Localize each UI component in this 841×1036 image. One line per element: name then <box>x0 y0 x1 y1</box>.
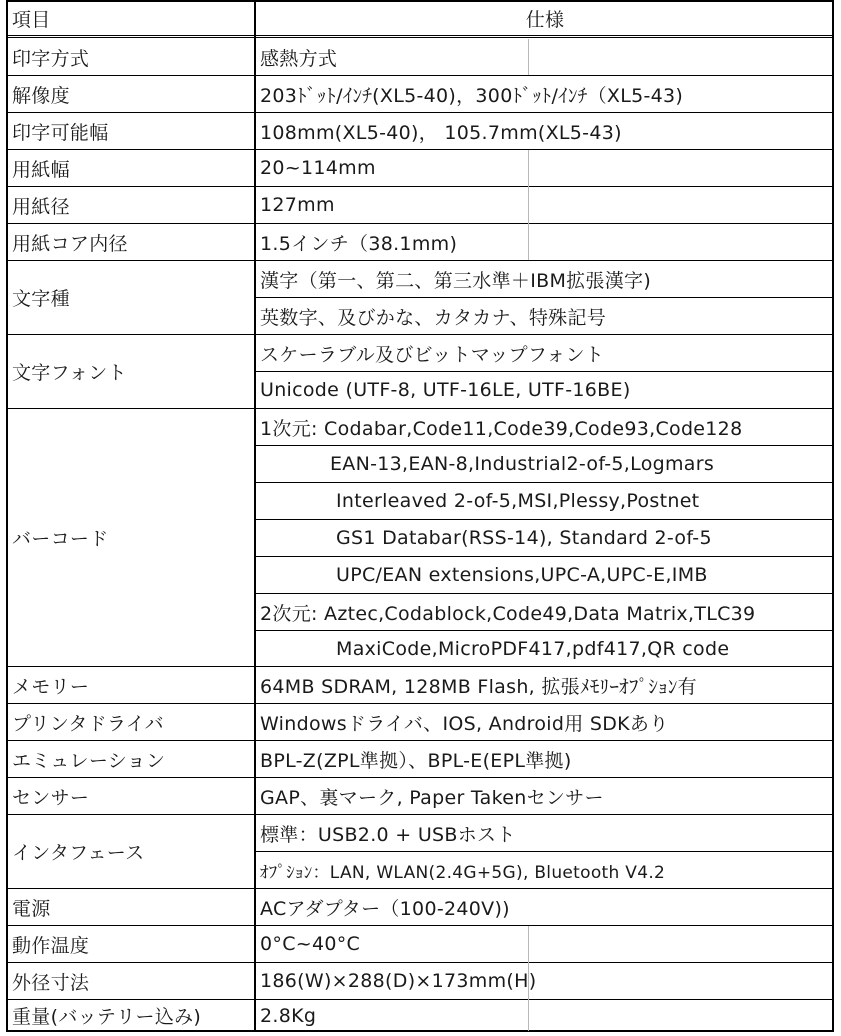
grid-line <box>528 39 529 75</box>
label-core-diameter: 用紙コア内径 <box>12 232 128 255</box>
value-barcode-3: Interleaved 2-of-5,MSI,Plessy,Postnet <box>336 490 700 512</box>
column-divider <box>254 2 256 1030</box>
grid-line <box>528 926 529 1031</box>
value-operating-temp: 0°C~40°C <box>260 933 361 955</box>
value-print-method: 感熱方式 <box>260 47 338 70</box>
header-item: 項目 <box>12 9 51 31</box>
value-char-types-2: 英数字、及びかな、カタカナ、特殊記号 <box>260 306 607 329</box>
value-sensor: GAP、裏マーク, Paper Takenセンサー <box>260 786 604 809</box>
value-interface-2: ｵﾌﾟｼｮﾝ：LAN, WLAN(2.4G+5G), Bluetooth V4.2 <box>260 862 666 883</box>
value-print-width: 108mm(XL5-40)， 105.7mm(XL5-43) <box>260 121 622 144</box>
label-emulation: エミュレーション <box>12 749 166 772</box>
value-power: ACアダプター（100-240V)) <box>260 897 510 920</box>
label-power: 電源 <box>12 897 51 920</box>
header-divider <box>8 35 832 38</box>
label-char-types: 文字種 <box>12 288 70 310</box>
value-char-fonts-2: Unicode (UTF-8, UTF-16LE, UTF-16BE) <box>260 379 631 401</box>
value-barcode-6: 2次元: Aztec,Codablock,Code49,Data Matrix,TLC39 <box>260 602 756 625</box>
label-sensor: センサー <box>12 786 90 809</box>
label-operating-temp: 動作温度 <box>12 934 90 957</box>
label-print-method: 印字方式 <box>12 47 90 70</box>
label-paper-width: 用紙幅 <box>12 158 70 181</box>
value-dimensions: 186(W)×288(D)×173mm(H) <box>260 970 537 992</box>
label-interface: インタフェース <box>12 842 145 864</box>
value-emulation: BPL-Z(ZPL準拠）、BPL-E(EPL準拠) <box>260 749 572 772</box>
value-barcode-1: 1次元: Codabar,Code11,Code39,Code93,Code128 <box>260 417 743 440</box>
value-char-types-1: 漢字（第一、第二、第三水準＋IBM拡張漢字) <box>260 269 652 292</box>
label-print-width: 印字可能幅 <box>12 121 109 144</box>
value-char-fonts-1: スケーラブル及びビットマップフォント <box>260 343 605 366</box>
value-interface-1: 標準：USB2.0 + USBホスト <box>260 823 516 846</box>
spec-table <box>6 0 834 1032</box>
label-resolution: 解像度 <box>12 84 70 107</box>
value-paper-diameter: 127mm <box>260 194 335 216</box>
value-resolution: 203ﾄﾞｯﾄ/ｲﾝﾁ(XL5-40)，300ﾄﾞｯﾄ/ｲﾝﾁ（XL5-43) <box>260 84 684 107</box>
label-dimensions: 外径寸法 <box>12 971 90 994</box>
label-barcode: バーコード <box>12 528 109 550</box>
value-barcode-5: UPC/EAN extensions,UPC-A,UPC-E,IMB <box>336 564 708 586</box>
label-weight: 重量(バッテリー込み) <box>12 1006 202 1028</box>
value-paper-width: 20~114mm <box>260 157 376 179</box>
value-printer-driver: Windowsドライバ、IOS, Android用 SDKあり <box>260 712 669 735</box>
value-weight: 2.8Kg <box>260 1004 317 1027</box>
value-memory: 64MB SDRAM, 128MB Flash, 拡張ﾒﾓﾘｰｵﾌﾟｼｮﾝ有 <box>260 675 697 698</box>
value-barcode-7: MaxiCode,MicroPDF417,pdf417,QR code <box>336 637 730 660</box>
label-memory: メモリー <box>12 675 90 698</box>
header-spec: 仕様 <box>525 9 565 31</box>
label-paper-diameter: 用紙径 <box>12 195 70 218</box>
value-barcode-2: EAN-13,EAN-8,Industrial2-of-5,Logmars <box>330 453 715 475</box>
label-char-fonts: 文字フォント <box>12 362 127 384</box>
value-core-diameter: 1.5インチ（38.1mm) <box>260 232 458 255</box>
value-barcode-4: GS1 Databar(RSS-14), Standard 2-of-5 <box>336 527 712 549</box>
label-printer-driver: プリンタドライバ <box>12 712 164 735</box>
grid-line <box>528 150 529 260</box>
